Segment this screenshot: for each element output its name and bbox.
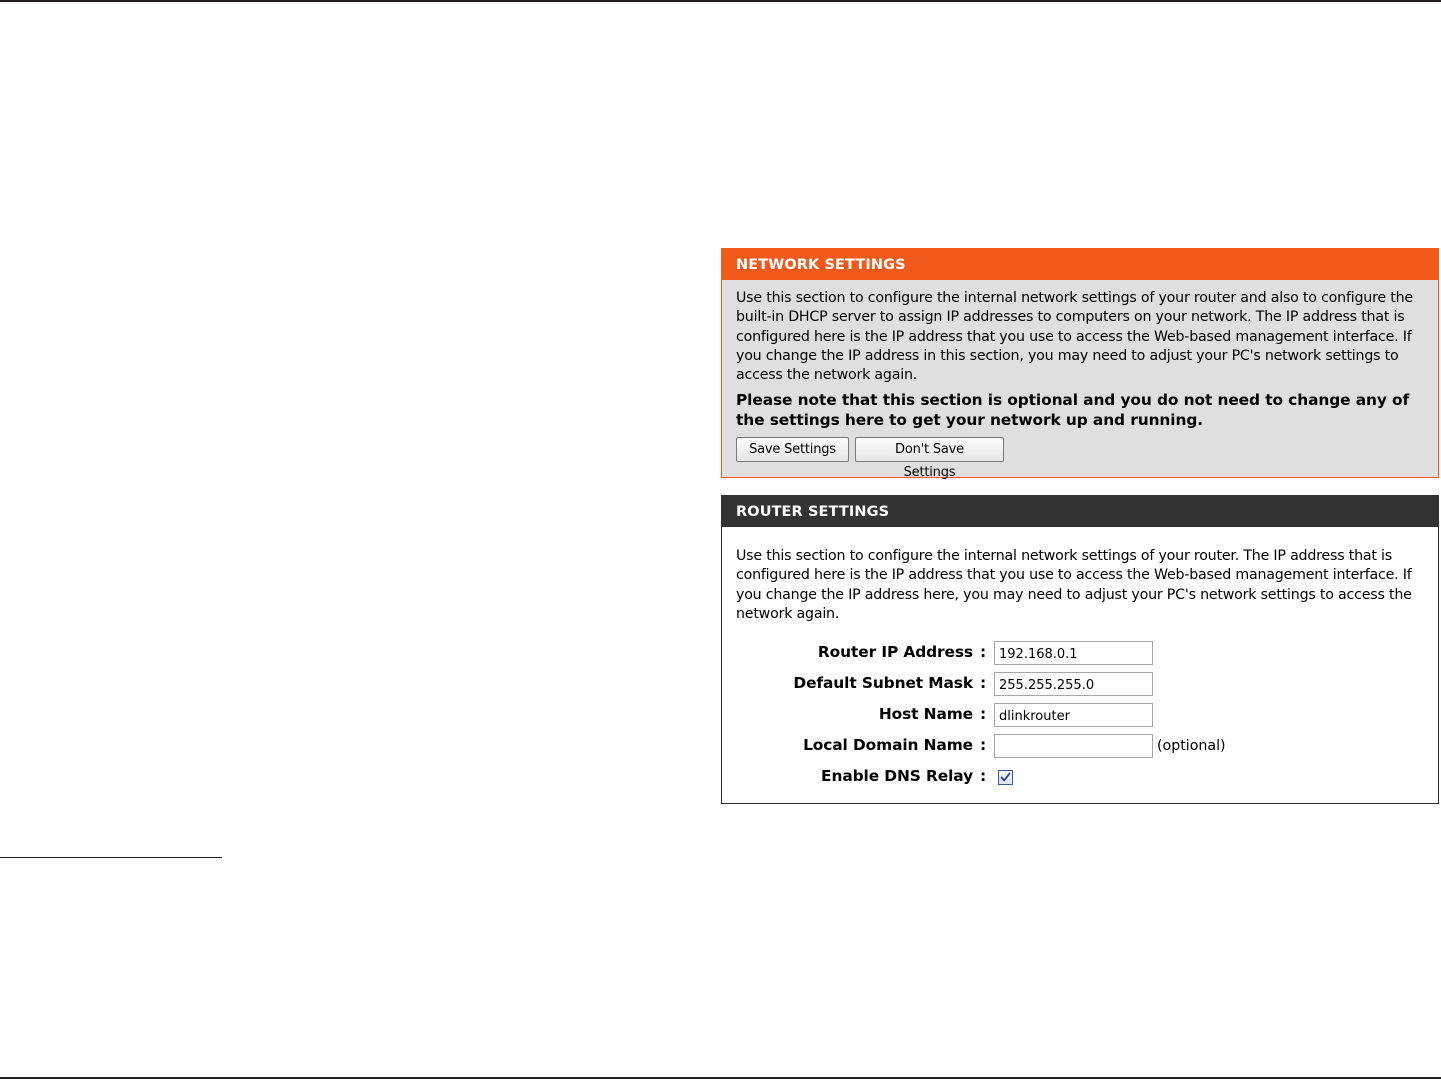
top-page-rule [0, 0, 1441, 2]
subnet-mask-colon: : [980, 674, 987, 692]
host-name-row [722, 702, 1438, 727]
network-settings-panel [721, 248, 1439, 481]
checkmark-icon [1000, 772, 1011, 783]
host-name-label: Host Name [878, 705, 973, 723]
router-settings-description: Use this section to configure the internal network settings of your router. The IP address that is configured here is the IP address that you use to access the Web-based management interface. If you change the IP address here, you may need to adjust your PC's network settings to access the network again. [736, 548, 1412, 622]
host-name-input[interactable] [994, 703, 1153, 727]
router-settings-body [722, 527, 1438, 624]
router-settings-title: ROUTER SETTINGS [722, 496, 1438, 527]
router-ip-label: Router IP Address [817, 643, 973, 661]
dns-relay-colon: : [980, 767, 987, 785]
router-ip-input[interactable] [994, 641, 1153, 665]
bottom-page-rule [0, 1077, 1441, 1079]
local-domain-colon: : [980, 736, 987, 754]
dns-relay-label: Enable DNS Relay [821, 767, 973, 785]
network-settings-body [722, 280, 1438, 481]
footnote-divider [0, 857, 222, 858]
router-ip-colon: : [980, 643, 987, 661]
subnet-mask-label: Default Subnet Mask [793, 674, 973, 692]
host-name-colon: : [980, 705, 987, 723]
subnet-mask-input[interactable] [994, 672, 1153, 696]
router-settings-panel [721, 495, 1439, 804]
network-settings-note: Please note that this section is optional and you do not need to change any of the settings here to get your network up and running. [736, 391, 1410, 430]
settings-button-row [736, 437, 1424, 481]
enable-dns-relay-checkbox[interactable] [998, 770, 1013, 785]
network-settings-title: NETWORK SETTINGS [722, 249, 1438, 280]
dont-save-settings-button[interactable]: Don't Save Settings [855, 437, 1004, 462]
router-ip-row [722, 640, 1438, 665]
local-domain-row [722, 733, 1438, 758]
network-settings-description: Use this section to configure the internal network settings of your router and also to configure the built-in DHCP server to assign IP addresses to computers on your network. The IP address that is configured here is the IP address that you use to access the Web-based management interface. If you change the IP address in this section, you may need to adjust your PC's network settings to access the network again. [736, 290, 1413, 384]
dns-relay-row [722, 764, 1438, 789]
save-settings-button[interactable]: Save Settings [736, 437, 849, 462]
subnet-mask-row [722, 671, 1438, 696]
local-domain-label: Local Domain Name [803, 736, 973, 754]
local-domain-input[interactable] [994, 734, 1153, 758]
optional-note: (optional) [1157, 738, 1226, 754]
